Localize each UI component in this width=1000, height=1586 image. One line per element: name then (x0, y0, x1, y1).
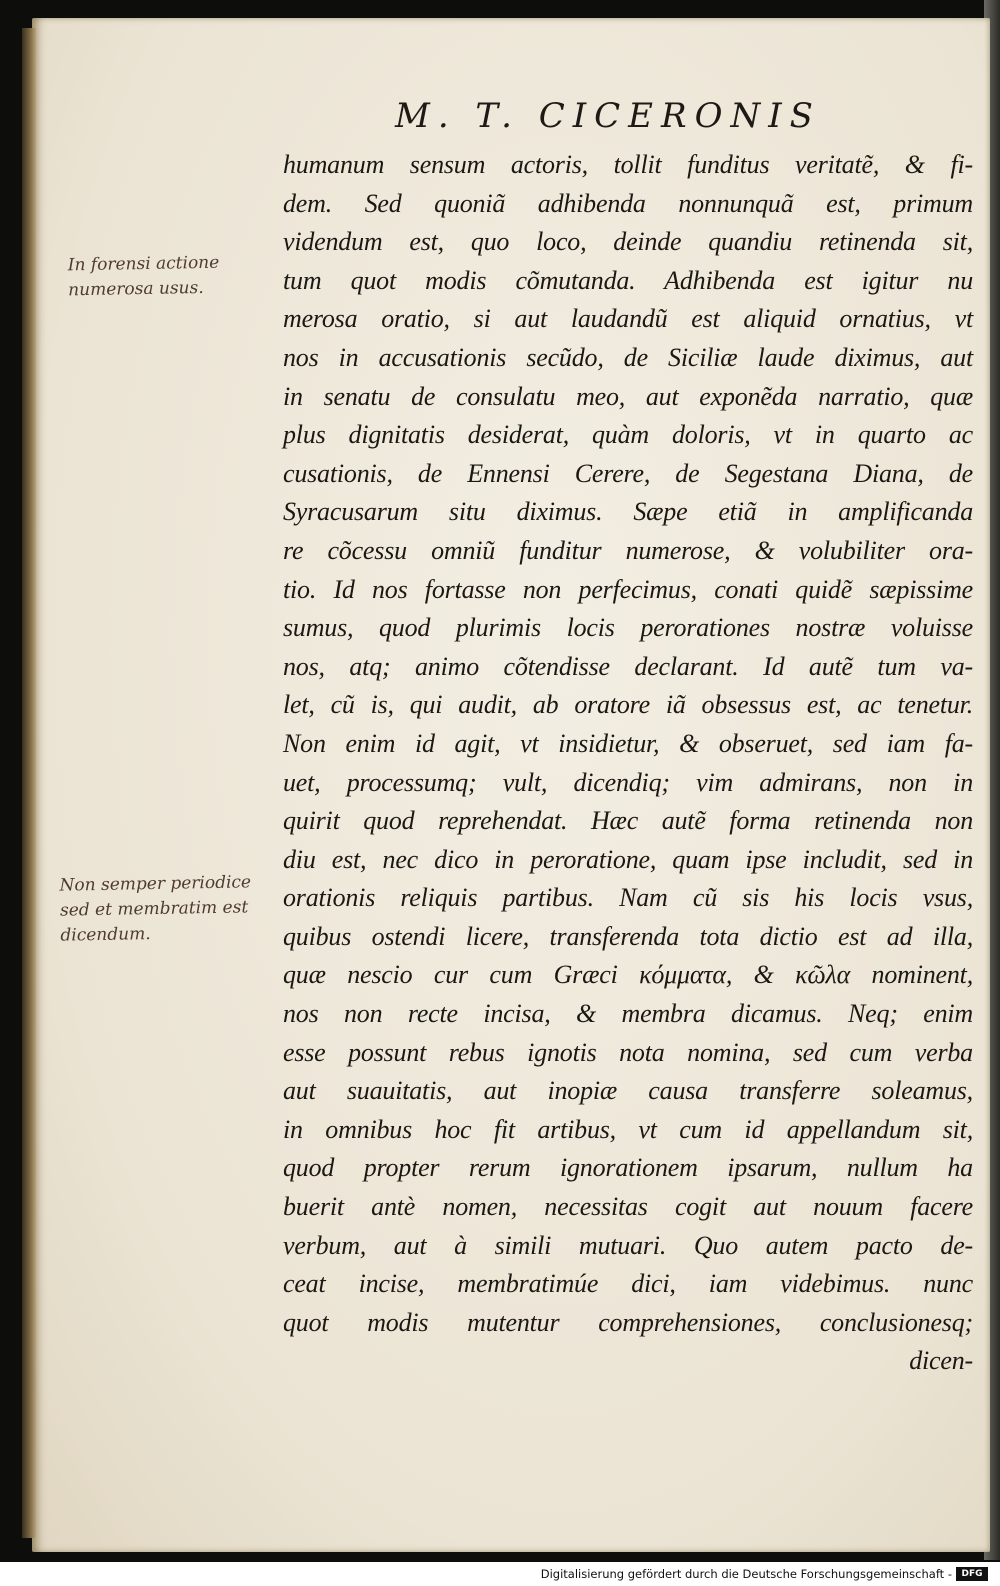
text-line: verbum, aut à simili mutuari. Quo autem pacto de- (283, 1230, 973, 1260)
text-line: ceat incise, membratimúe dici, iam videbimus. nunc (283, 1269, 973, 1299)
text-line: quot modis mutentur comprehensiones, conclusionesq; (283, 1307, 973, 1337)
text-line: diu est, nec dico in peroratione, quam ipse includit, sed in (283, 844, 973, 874)
text-line: re cõcessu omniũ funditur numerose, & volubiliter ora- (283, 535, 973, 565)
margin-note-line: Non semper periodice (59, 872, 252, 896)
text-line: dem. Sed quoniã adhibenda nonnunquã est, primum (283, 188, 973, 218)
text-line: Syracusarum situ diximus. Sæpe etiã in amplificanda (283, 497, 973, 527)
text-line: nos in accusationis secũdo, de Siciliæ laude diximus, aut (283, 342, 973, 372)
text-line: tio. Id nos fortasse non perfecimus, conati quidẽ sæpissime (283, 574, 973, 604)
body-text (283, 146, 973, 1381)
dfg-logo: DFG (956, 1567, 988, 1581)
margin-note-line: sed et membratim est (59, 897, 249, 921)
text-line: nos, atq; animo cõtendisse declarant. Id autẽ tum va- (283, 651, 973, 681)
funding-credit: Digitalisierung gefördert durch die Deutsche Forschungsgemeinschaft - (540, 1567, 952, 1581)
text-line: in senatu de consulatu meo, aut exponẽda narratio, quæ (283, 381, 973, 411)
margin-note-2 (59, 870, 252, 948)
margin-note-line: In forensi actione (67, 252, 220, 276)
running-head: M. T. CICERONIS (395, 96, 821, 136)
text-line: quirit quod reprehendat. Hæc autẽ forma retinenda non (283, 806, 973, 836)
text-line: nos non recte incisa, & membra dicamus. Neq; enim (283, 999, 973, 1029)
text-line: uet, processumq; vult, dicendiq; vim admirans, non in (283, 767, 973, 797)
footer-bar (0, 1562, 1000, 1586)
text-line: plus dignitatis desiderat, quàm doloris, vt in quarto ac (283, 420, 973, 450)
text-line: videndum est, quo loco, deinde quandiu retinenda sit, (283, 227, 973, 257)
text-line: Non enim id agit, vt insidietur, & obseruet, sed iam fa- (283, 728, 973, 758)
text-line: merosa oratio, si aut laudandũ est aliquid ornatius, vt (283, 304, 973, 334)
book-spine-edge (22, 28, 36, 1538)
text-line: quibus ostendi licere, transferenda tota dictio est ad illa, (283, 921, 973, 951)
margin-note-1 (68, 251, 220, 304)
margin-note-line: dicendum. (60, 924, 151, 946)
text-line: quod propter rerum ignorationem ipsarum, nullum ha (283, 1153, 973, 1183)
text-line: dicen- (909, 1346, 973, 1376)
text-line: in omnibus hoc fit artibus, vt cum id appellandum sit, (283, 1114, 973, 1144)
text-line: buerit antè nomen, necessitas cogit aut nouum facere (283, 1192, 973, 1222)
text-line: let, cũ is, qui audit, ab oratore iã obsessus est, ac tenetur. (283, 690, 973, 720)
text-line: quæ nescio cur cum Græci κόμματα, & κῶλα nominent, (283, 960, 973, 990)
text-line: humanum sensum actoris, tollit funditus veritatẽ, & fi- (283, 150, 973, 179)
text-line: cusationis, de Ennensi Cerere, de Segestana Diana, de (283, 458, 973, 488)
text-line: aut suauitatis, aut inopiæ causa transferre soleamus, (283, 1076, 973, 1106)
text-line: esse possunt rebus ignotis nota nomina, sed cum verba (283, 1037, 973, 1067)
text-line: tum quot modis cõmutanda. Adhibenda est igitur nu (283, 265, 973, 295)
margin-note-line: numerosa usus. (68, 277, 204, 301)
text-line: sumus, quod plurimis locis perorationes nostræ voluisse (283, 613, 973, 643)
text-line: orationis reliquis partibus. Nam cũ sis his locis vsus, (283, 883, 973, 913)
